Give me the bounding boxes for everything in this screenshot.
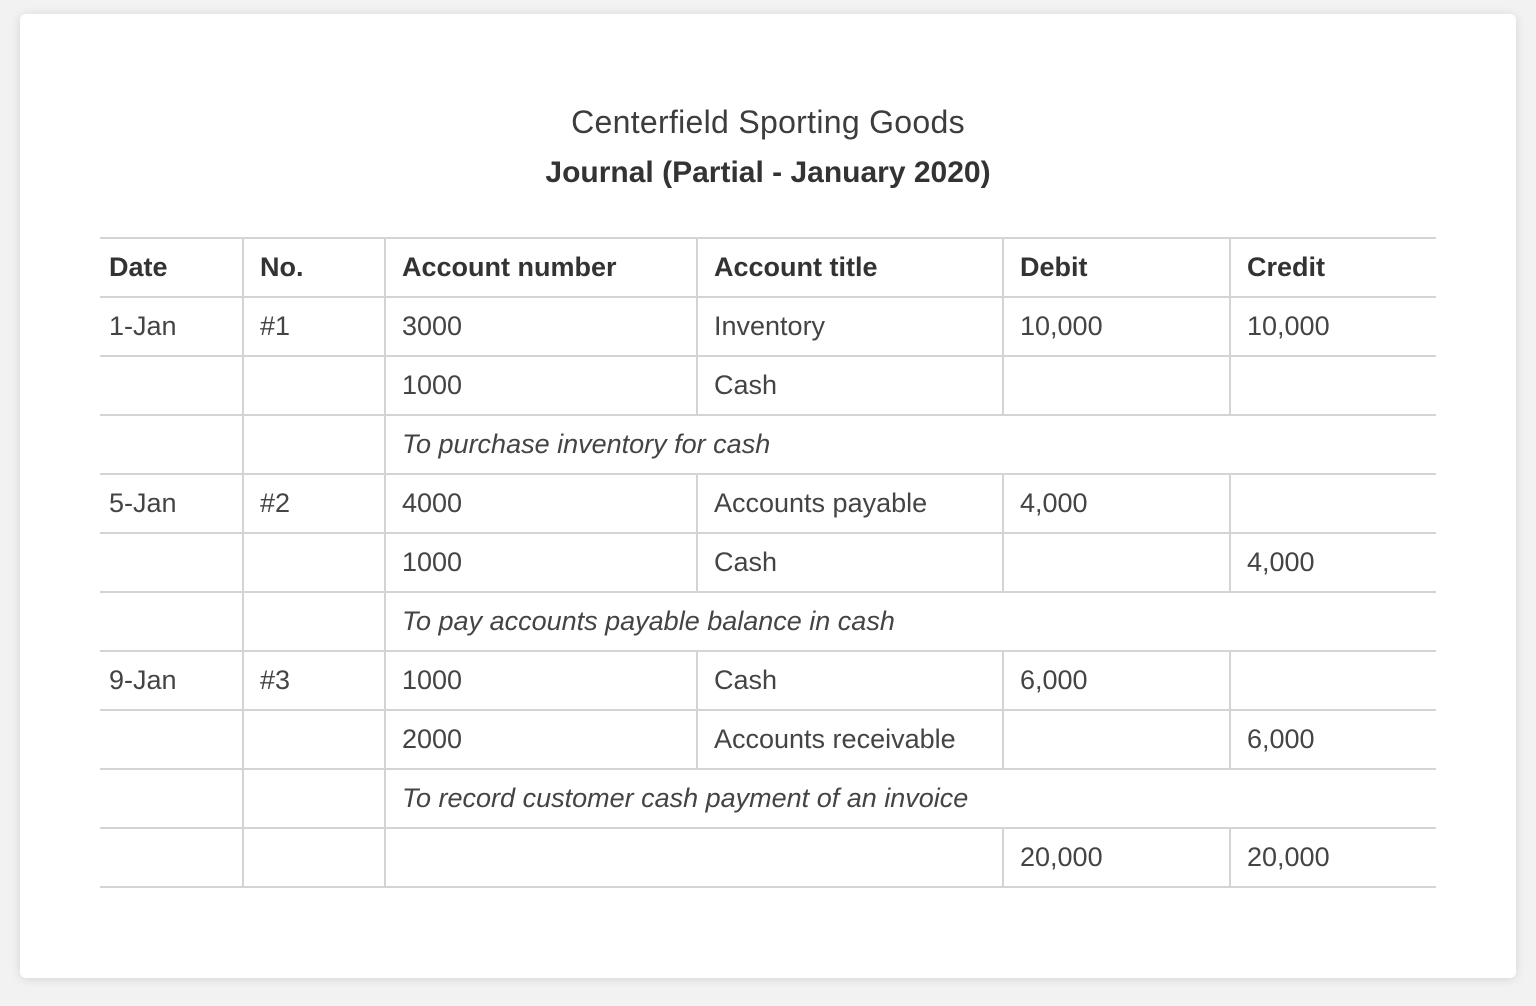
credit-cell: 6,000 — [1230, 710, 1436, 769]
journal-card — [20, 14, 1516, 978]
entry-number-cell: #2 — [243, 474, 385, 533]
account-title-cell: Accounts receivable — [697, 710, 1003, 769]
account-number-cell: 1000 — [385, 533, 697, 592]
date-cell: 1-Jan — [100, 297, 243, 356]
date-cell — [100, 533, 243, 592]
debit-cell: 6,000 — [1003, 651, 1230, 710]
entry-number-cell — [243, 828, 385, 887]
debit-cell: 10,000 — [1003, 297, 1230, 356]
table-row — [100, 710, 1436, 769]
credit-cell — [1230, 474, 1436, 533]
account-number-cell: 4000 — [385, 474, 697, 533]
column-header-no: No. — [243, 238, 385, 297]
totals-label-cell — [385, 828, 1003, 887]
totals-row — [100, 828, 1436, 887]
account-title-cell: Inventory — [697, 297, 1003, 356]
entry-number-cell — [243, 356, 385, 415]
total-credit: 20,000 — [1230, 828, 1436, 887]
column-header-debit: Debit — [1003, 238, 1230, 297]
account-title-cell: Accounts payable — [697, 474, 1003, 533]
table-row — [100, 533, 1436, 592]
entry-number-cell — [243, 769, 385, 828]
table-row — [100, 297, 1436, 356]
column-header-credit: Credit — [1230, 238, 1436, 297]
date-cell — [100, 356, 243, 415]
date-cell: 5-Jan — [100, 474, 243, 533]
journal-table — [100, 237, 1436, 888]
credit-cell — [1230, 651, 1436, 710]
company-name: Centerfield Sporting Goods — [571, 104, 965, 140]
entry-number-cell — [243, 415, 385, 474]
debit-cell: 4,000 — [1003, 474, 1230, 533]
account-number-cell: 3000 — [385, 297, 697, 356]
debit-cell — [1003, 533, 1230, 592]
date-cell — [100, 710, 243, 769]
entry-number-cell — [243, 592, 385, 651]
table-header-row — [100, 238, 1436, 297]
account-title-cell: Cash — [697, 651, 1003, 710]
account-title-cell: Cash — [697, 356, 1003, 415]
account-number-cell: 2000 — [385, 710, 697, 769]
column-header-date: Date — [100, 238, 243, 297]
account-number-cell: 1000 — [385, 356, 697, 415]
date-cell — [100, 769, 243, 828]
entry-number-cell: #3 — [243, 651, 385, 710]
memo-cell: To purchase inventory for cash — [385, 415, 1436, 474]
date-cell — [100, 592, 243, 651]
credit-cell: 4,000 — [1230, 533, 1436, 592]
total-debit: 20,000 — [1003, 828, 1230, 887]
memo-cell: To record customer cash payment of an invoice — [385, 769, 1436, 828]
table-row — [100, 356, 1436, 415]
account-title-cell: Cash — [697, 533, 1003, 592]
memo-row — [100, 415, 1436, 474]
date-cell: 9-Jan — [100, 651, 243, 710]
column-header-account-number: Account number — [385, 238, 697, 297]
account-number-cell: 1000 — [385, 651, 697, 710]
table-row — [100, 474, 1436, 533]
memo-row — [100, 769, 1436, 828]
entry-number-cell — [243, 533, 385, 592]
credit-cell: 10,000 — [1230, 297, 1436, 356]
debit-cell — [1003, 710, 1230, 769]
date-cell — [100, 828, 243, 887]
entry-number-cell: #1 — [243, 297, 385, 356]
memo-cell: To pay accounts payable balance in cash — [385, 592, 1436, 651]
column-header-account-title: Account title — [697, 238, 1003, 297]
debit-cell — [1003, 356, 1230, 415]
entry-number-cell — [243, 710, 385, 769]
table-row — [100, 651, 1436, 710]
date-cell — [100, 415, 243, 474]
journal-title: Journal (Partial - January 2020) — [545, 156, 991, 189]
memo-row — [100, 592, 1436, 651]
credit-cell — [1230, 356, 1436, 415]
